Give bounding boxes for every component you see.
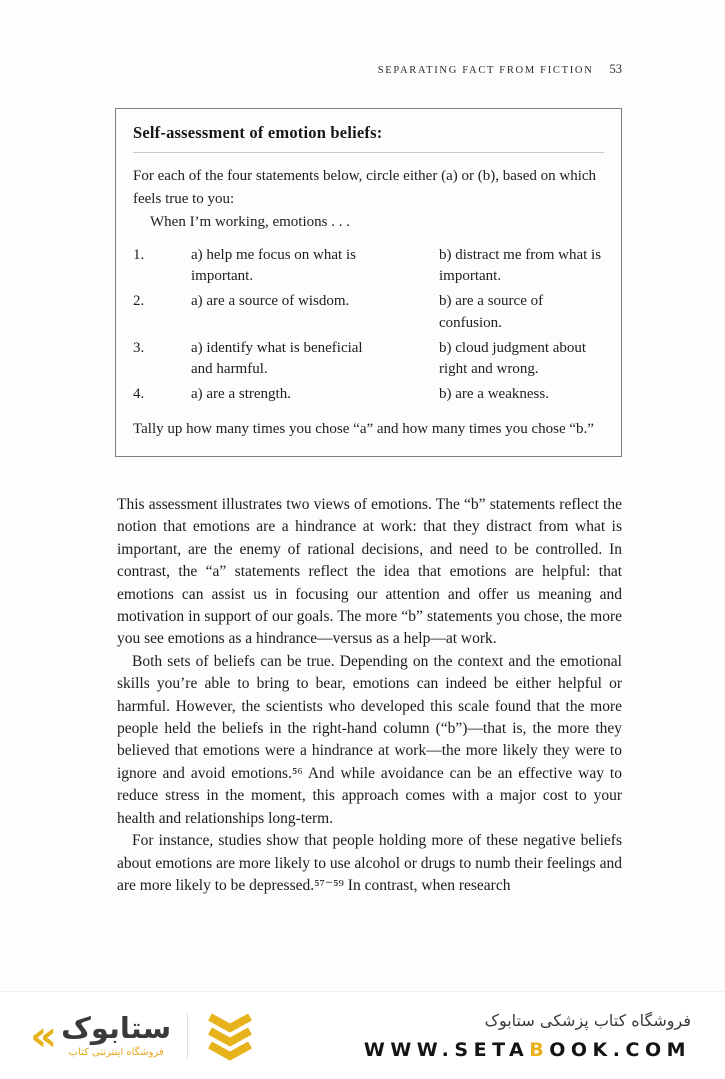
statement-number: 1. <box>133 246 145 263</box>
footer-right <box>364 1011 691 1061</box>
statement-option-a: a) help me focus on what is important. <box>191 246 356 285</box>
shop-title: فروشگاه کتاب پزشکی ستابوک <box>484 1010 691 1030</box>
assessment-prompt: When I’m working, emotions . . . <box>150 214 350 230</box>
assessment-title: Self-assessment of emotion beliefs: <box>133 123 383 142</box>
paragraph: Both sets of beliefs can be true. Depending on the context and the emotional skills you’re able to bring to bear, emotions can indeed be either helpful or harmful. However, the scientists who developed this scale found that the more people held the beliefs in the right-hand column (“b”)—that is, the more they believed that emotions were a hindrance at work—the more likely they were to ignore and avoid emotions.⁵⁶ And while avoidance can be an effective way to reduce stress in the moment, this approach comes with a major cost to your health and relationships long-term. <box>117 652 622 827</box>
statement-list <box>133 245 604 406</box>
running-title: SEPARATING FACT FROM FICTION <box>377 65 594 76</box>
statement-option-a: a) identify what is beneficial and harmful. <box>191 339 363 378</box>
statement-number: 3. <box>133 339 145 356</box>
assessment-instructions: For each of the four statements below, circle either (a) or (b), based on which feels true to you: <box>133 168 597 207</box>
statement-option-a: a) are a strength. <box>191 386 291 402</box>
double-chevron-icon: « <box>30 1010 58 1060</box>
statement-number: 2. <box>133 293 145 309</box>
page-header <box>378 62 622 77</box>
brand-tagline: فروشگاه اینترنتی کتاب <box>68 1046 164 1058</box>
assessment-box <box>115 108 622 457</box>
footer <box>0 991 725 1079</box>
statement-option-b: b) distract me from what is important. <box>439 246 602 285</box>
setabook-logo[interactable] <box>30 1011 256 1061</box>
statement-option-b: b) are a source of confusion. <box>439 293 544 331</box>
paragraph: This assessment illustrates two views of emotions. The “b” statements reflect the notion that emotions are a hindrance at work: that they distract from what is important, are the enemy of rational decisions, and need to be controlled. In contrast, the “a” statements reflect the idea that emotions are helpful: that emotions can assist us in focusing our attention and offer us meaning and motivation in support of our goals. The more “b” statements you chose, the more you see emotions as a hindrance—versus as a help—at work. <box>117 496 622 648</box>
body-text <box>117 494 622 897</box>
title-divider <box>133 152 604 153</box>
website-url[interactable] <box>364 1039 691 1061</box>
statement-number: 4. <box>133 386 145 402</box>
page-number: 53 <box>609 62 622 76</box>
assessment-tally: Tally up how many times you chose “a” and how many times you chose “b.” <box>133 420 594 437</box>
statement-option-b: b) cloud judgment about right and wrong. <box>439 339 587 378</box>
stacked-chevrons-icon <box>204 1011 256 1061</box>
statement-option-b: b) are a weakness. <box>439 386 549 402</box>
footer-divider <box>187 1013 188 1059</box>
url-prefix: WWW.SETA <box>363 1038 530 1061</box>
url-highlight: B <box>529 1038 550 1061</box>
statement-option-a: a) are a source of wisdom. <box>191 293 350 309</box>
brand-name: ستابوک <box>61 1011 172 1046</box>
paragraph: For instance, studies show that people holding more of these negative beliefs about emotions are more likely to use alcohol or drugs to numb their feelings and are more likely to be depressed.⁵⁷⁻⁵⁹ In contrast, when research <box>117 832 622 894</box>
url-suffix: OOK.COM <box>549 1038 691 1061</box>
brand-text <box>61 1013 171 1058</box>
